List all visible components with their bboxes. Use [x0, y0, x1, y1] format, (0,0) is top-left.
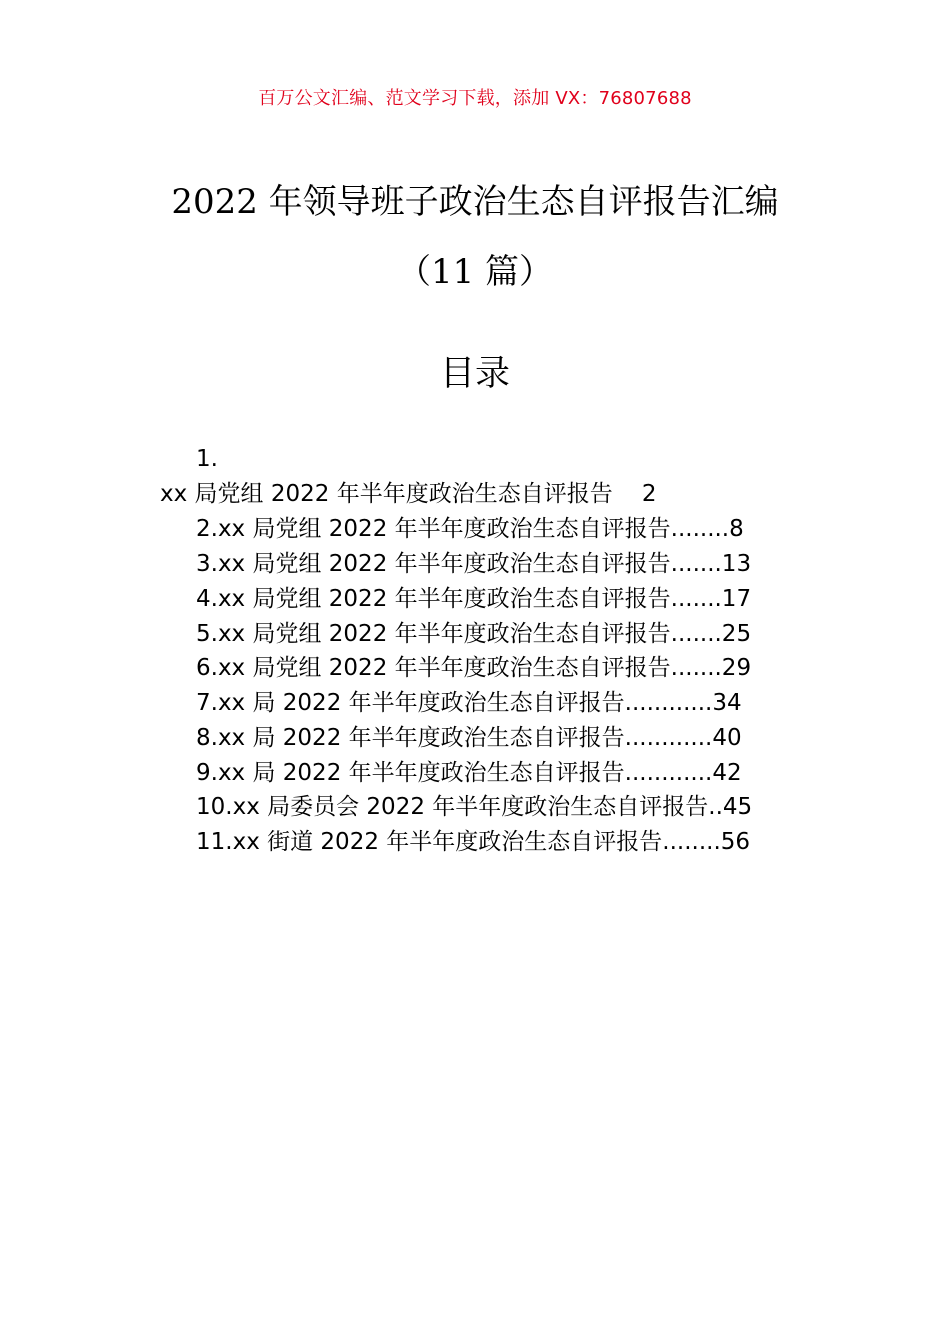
toc-entry-10[interactable]: 10.xx 局委员会 2022 年半年度政治生态自评报告..45 [196, 794, 753, 820]
toc-entry-5[interactable]: 5.xx 局党组 2022 年半年度政治生态自评报告.......25 [196, 621, 752, 647]
toc-entry-2[interactable]: 2.xx 局党组 2022 年半年度政治生态自评报告........8 [196, 516, 744, 542]
toc-entry-9[interactable]: 9.xx 局 2022 年半年度政治生态自评报告............42 [196, 760, 742, 786]
toc-entry-6[interactable]: 6.xx 局党组 2022 年半年度政治生态自评报告.......29 [196, 655, 752, 681]
document-title: 2022 年领导班子政治生态自评报告汇编 [171, 182, 779, 222]
toc-entry-8[interactable]: 8.xx 局 2022 年半年度政治生态自评报告............40 [196, 725, 742, 751]
header-watermark-note: 百万公文汇编、范文学习下载，添加 VX：76807688 [258, 88, 692, 109]
document-subtitle: （11 篇） [396, 252, 554, 292]
toc-entry-7[interactable]: 7.xx 局 2022 年半年度政治生态自评报告............34 [196, 690, 742, 716]
toc-entry-1[interactable]: xx 局党组 2022 年半年度政治生态自评报告 2 [160, 481, 657, 507]
toc-entry-3[interactable]: 3.xx 局党组 2022 年半年度政治生态自评报告.......13 [196, 551, 752, 577]
toc-entry-1-number[interactable]: 1. [196, 446, 218, 472]
toc-heading: 目录 [439, 354, 510, 394]
toc-entry-11[interactable]: 11.xx 街道 2022 年半年度政治生态自评报告........56 [196, 829, 751, 855]
toc-entry-4[interactable]: 4.xx 局党组 2022 年半年度政治生态自评报告.......17 [196, 586, 752, 612]
